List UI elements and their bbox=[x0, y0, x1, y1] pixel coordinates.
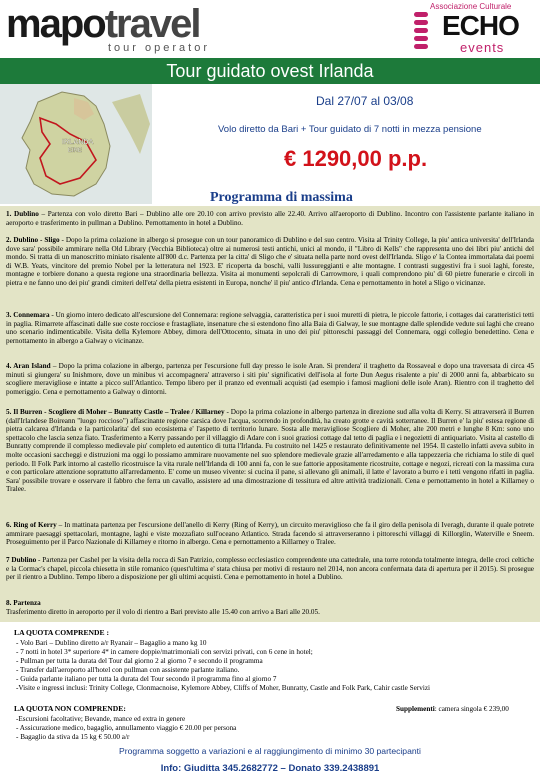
program-title: Programma di massima bbox=[210, 190, 353, 205]
day-heading: 1. Dublino bbox=[6, 210, 39, 218]
excluded-title: LA QUOTA NON COMPRENDE: bbox=[14, 704, 126, 713]
excluded-item: - Bagaglio da stiva da 15 kg € 50.00 a/r bbox=[16, 733, 130, 741]
mapotravel-logo bbox=[6, 4, 199, 44]
excluded-item: - Assicurazione medico, bagaglio, annullamento viaggio € 20.00 per persona bbox=[16, 724, 237, 732]
supplement bbox=[396, 705, 509, 713]
day-heading: 8. Partenza bbox=[6, 599, 41, 607]
day-7 bbox=[6, 556, 534, 582]
day-heading: 2. Dublino - Sligo bbox=[6, 236, 60, 244]
day-text: - Dopo la prima colazione in albergo si prosegue con un tour panoramico di Dublino e del suo centro. Visita al Trinity College, la piu' antica universita' dell'Irlanda dove sara' possibile ammirare nella Old Library (Vecchia Biblioteca) oltre ai numerosi testi antichi, unici al mondo, il "Libro di Kells" che rappresenta uno dei libri piu' antichi del mondo. Si tratta di un manoscritto miniato risalente all'800 d.c. Partenza per la citta' di Sligo che e' situata nella parte nord ovest dell'Irlanda. Sligo e' la Contea immortalata dai poemi di W.B. Yeats, vincitore del premio Nobel per la letteratura nel 1923. E' ricoperta da boschi, valli lussureggianti e alte montagne. I contrasti suggestivi fra i suoi laghi, foreste, montagne e torbiere donano a questa regione una straordinaria bellezza. Visita ai monumenti sepolcrali di Carrowmore, i quali comprendono piu' di 60 pietre funerarie e circoli in pietra e ne fanno uno dei piu' grandi cimiteri dell'eta' della pietra esistenti in Europa, nonche' il piu' antico d'Irlanda. Cena e pernottamento in hotel a Sligo o vicinanze. bbox=[6, 236, 535, 287]
included-item: - Pullman per tutta la durata del Tour dal giorno 2 al giorno 7 e secondo il programma bbox=[16, 657, 263, 665]
program-section bbox=[0, 206, 540, 622]
included-item: - 7 notti in hotel 3* superiore 4* in camere doppie/matrimoniali con servizi privati, con 6 cene in hotel; bbox=[16, 648, 313, 656]
ireland-map-icon bbox=[0, 84, 152, 204]
echo-events-logo bbox=[408, 2, 536, 56]
header bbox=[0, 0, 540, 58]
travel-dates: Dal 27/07 al 03/08 bbox=[316, 94, 414, 108]
day-text: - Un giorno intero dedicato all'escursione del Connemara: regione selvaggia, caratteristica per i suoi muretti di pietra, le piccole fattorie, i cottages dai caratteristici tetti in paglia. Rimarrete affascinati dalle sue coste rocciose e frastagliate, insenature che si estendono fino alla Baia di Galway, le sue montagne dalle splendide vedute sui laghi che creano uno scenario indimenticabile. Visita della Kylemore Abbey, dimora dell'Ottocento, situata in uno dei piu' pittoreschi passaggi del Connemara, oggi collegio benedettino. Cena e pernottamento in albergo a Galway o vicinanze. bbox=[6, 311, 534, 345]
logo-subtitle: tour operator bbox=[108, 42, 210, 54]
echo-name: ECHO bbox=[442, 10, 519, 41]
day-heading: 5. Il Burren - Scogliere di Moher – Bunratty Castle – Tralee / Killarney bbox=[6, 408, 225, 416]
day-text: – In mattinata partenza per l'escursione dell'anello di Kerry (Ring of Kerry), un circuito meraviglioso che fa il giro della penisola di Iveragh, durante il quale potrete ammirare paesaggi spettacolari, montagne, laghi e viste mozzafiato sull'oceano Atlantico. Strada facendo si attraverseranno i pittoreschi villaggi di Killorglin, Waterville e Sneem. Proseguimento per il Parco Nazionale di Killarney e ritorno in albergo. Cena e pernottamento a Killarney o Tralee. bbox=[6, 521, 534, 547]
ireland-map bbox=[0, 84, 152, 204]
day-1 bbox=[6, 210, 534, 227]
flight-info: Volo diretto da Bari + Tour guidato di 7 notti in mezza pensione bbox=[218, 124, 482, 135]
supplement-text: : camera singola € 239,00 bbox=[434, 705, 509, 713]
included-title: LA QUOTA COMPRENDE : bbox=[14, 628, 109, 637]
echo-events-label: events bbox=[460, 40, 505, 55]
page-title: Tour guidato ovest Irlanda bbox=[166, 60, 374, 81]
footer-info bbox=[0, 763, 540, 774]
day-8 bbox=[6, 599, 534, 616]
included-item: - Guida parlante italiano per tutta la durata del Tour secondo il programma fino al giorno 7 bbox=[16, 675, 277, 683]
echo-bars-icon bbox=[414, 12, 434, 50]
day-4 bbox=[6, 362, 534, 396]
day-text: Trasferimento diretto in aeroporto per il volo di rientro a Bari previsto alle 15.40 con arrivo a Bari alle 20.05. bbox=[6, 607, 320, 616]
day-heading: 3. Connemara bbox=[6, 311, 50, 319]
logo-travel: travel bbox=[104, 2, 200, 46]
quota-section bbox=[0, 622, 540, 754]
included-item: - Volo Bari – Dublino diretto a/r Ryanair – Bagaglio a mano kg 10 bbox=[16, 639, 207, 647]
footer-note: Programma soggetto a variazioni e al raggiungimento di minimo 30 partecipanti bbox=[119, 746, 421, 756]
day-6 bbox=[6, 521, 534, 547]
day-5 bbox=[6, 408, 534, 494]
map-label: IRLANDA bbox=[62, 139, 94, 146]
excluded-item: -Escursioni facoltative; Bevande, mance ed extra in genere bbox=[16, 715, 186, 723]
svg-text:EIRE: EIRE bbox=[68, 148, 83, 154]
day-heading: 6. Ring of Kerry bbox=[6, 521, 57, 529]
included-item: - Transfer dall'aeroporto all'hotel con pullman con assistente parlante italiano. bbox=[16, 666, 240, 674]
price: € 1290,00 p.p. bbox=[284, 146, 428, 171]
day-text: - Dopo la prima colazione in albergo partenza in direzione sud alla volta di Kerry. Si attraverserà il Burren (dall'Irlandese Boireann "luogo roccioso") affascinante regione carsica dove l'acqua, scorrendo in profondità, ha creato grotte e cavità sotterranee. Il Burren e' la piu' estesa regione di pietra calcarea d'Irlanda e la particolarita' del suo ecosistema e' l'aspetto di territorio lunare. Sosta alle meravigliose Scogliere di Moher, alte 200 metri e lunghe 8 Km: sono uno spettacolo che lascia senza fiato. Trasferimento a Kerry passando per il villaggio di Adare con i suoi graziosi cottage dal tetto di paglia e i negozietti di antiquariato. Visita al castello di Bunratty comprende il complesso medievale piu' completo ed autentico di tutta l'Irlanda. Fu costruito nel 1425 e restaurato definitivamente nel 1954. Il castello infatti aveva subito in molte occasioni saccheggi e distruzioni ma oggi lo possiamo ammirare nuovamente nel suo splendore medievale grazie all'arredamento e alla tappezzeria che richiama lo stile di quel periodo. Il Folk Park intorno al castello ricostruisce la vita rurale nell'Irlanda di 100 anni fa, con le sue fattorie appositamente ricostruite, cottage e negozi, ricreati con la massima cura e con particolare attenzione soprattutto all'arredamento. E' come un museo vivente: si cucina il pane, si allevano gli animali, il latte e' lavorato a burro e i tetti vengono rifatti in paglia. Sara' possibile trovare e osservare il fabbro che ferra un cavallo, assistere ad una dimostrazione di tessitura ed altre attività tradizionali. Cena e pernottamento in hotel a Killarney o Tralee. bbox=[6, 408, 534, 494]
day-3 bbox=[6, 311, 534, 345]
supplement-label: Supplementi bbox=[396, 705, 435, 713]
day-text: - Partenza per Cashel per la visita della rocca di San Patrizio, complesso ecclesiastico comprendente una cattedrale, una torre rotonda totalmente integra, delle croci celtiche e la Cormac's chapel, piccola chiesetta in stile romanico (quest'ultima e' stata chiusa per motivi di restauro nel 2014, non ancora confermata data di apertura per il 2015). Si prosegue per il rientro a Dublino. Tempo libero a disposizione per gli ultimi acquisti. Cena e pernottamento in hotel a Dublino. bbox=[6, 556, 534, 582]
logo-mapo: mapo bbox=[6, 2, 105, 46]
echo-association-label: Associazione Culturale bbox=[430, 2, 512, 11]
day-heading: 7 Dublino bbox=[6, 556, 37, 564]
day-text: – Dopo la prima colazione in albergo, partenza per l'escursione full day presso le isole Aran. Si prendera' il traghetto da Rossaveal e dopo una traversata di circa 45 minuti si giungera' su Inishmore, dove un minibus vi accompagnera' attraverso i siti piu' significativi dell'isola al forte Dun Aegus risalente a piu' di 2000 anni fa, abbarbicato su scogliere meravigliose e intatte a picco sull'Atlantico. Tempo libero per il pranzo ed eventuali acquisti (ad esempio i famosi maglioni delle isole Aran). Rientro con il traghetto del pomeriggio. Cena e pernottamento a Galway o dintorni. bbox=[6, 362, 534, 396]
title-bar bbox=[0, 58, 540, 84]
day-heading: 4. Aran Island bbox=[6, 362, 51, 370]
day-text: – Partenza con volo diretto Bari – Dublino alle ore 20.10 con arrivo previsto alle 22.40. Arrivo all'aeroporto di Dublino. Incontro con l'assistente parlante italiano in aeroporto e trasferimento in pullman a Dublino. Pernottamento in hotel a Dublino. bbox=[6, 210, 534, 227]
contact-info: Info: Giuditta 345.2682772 – Donato 339.2438891 bbox=[160, 763, 380, 774]
included-item: -Visite e ingressi inclusi: Trinity College, Clonmacnoise, Kylemore Abbey, Cliffs of Moher, Bunratty, Castle and Folk Park, Cahir castle Servizi bbox=[16, 684, 431, 692]
day-2 bbox=[6, 236, 534, 288]
